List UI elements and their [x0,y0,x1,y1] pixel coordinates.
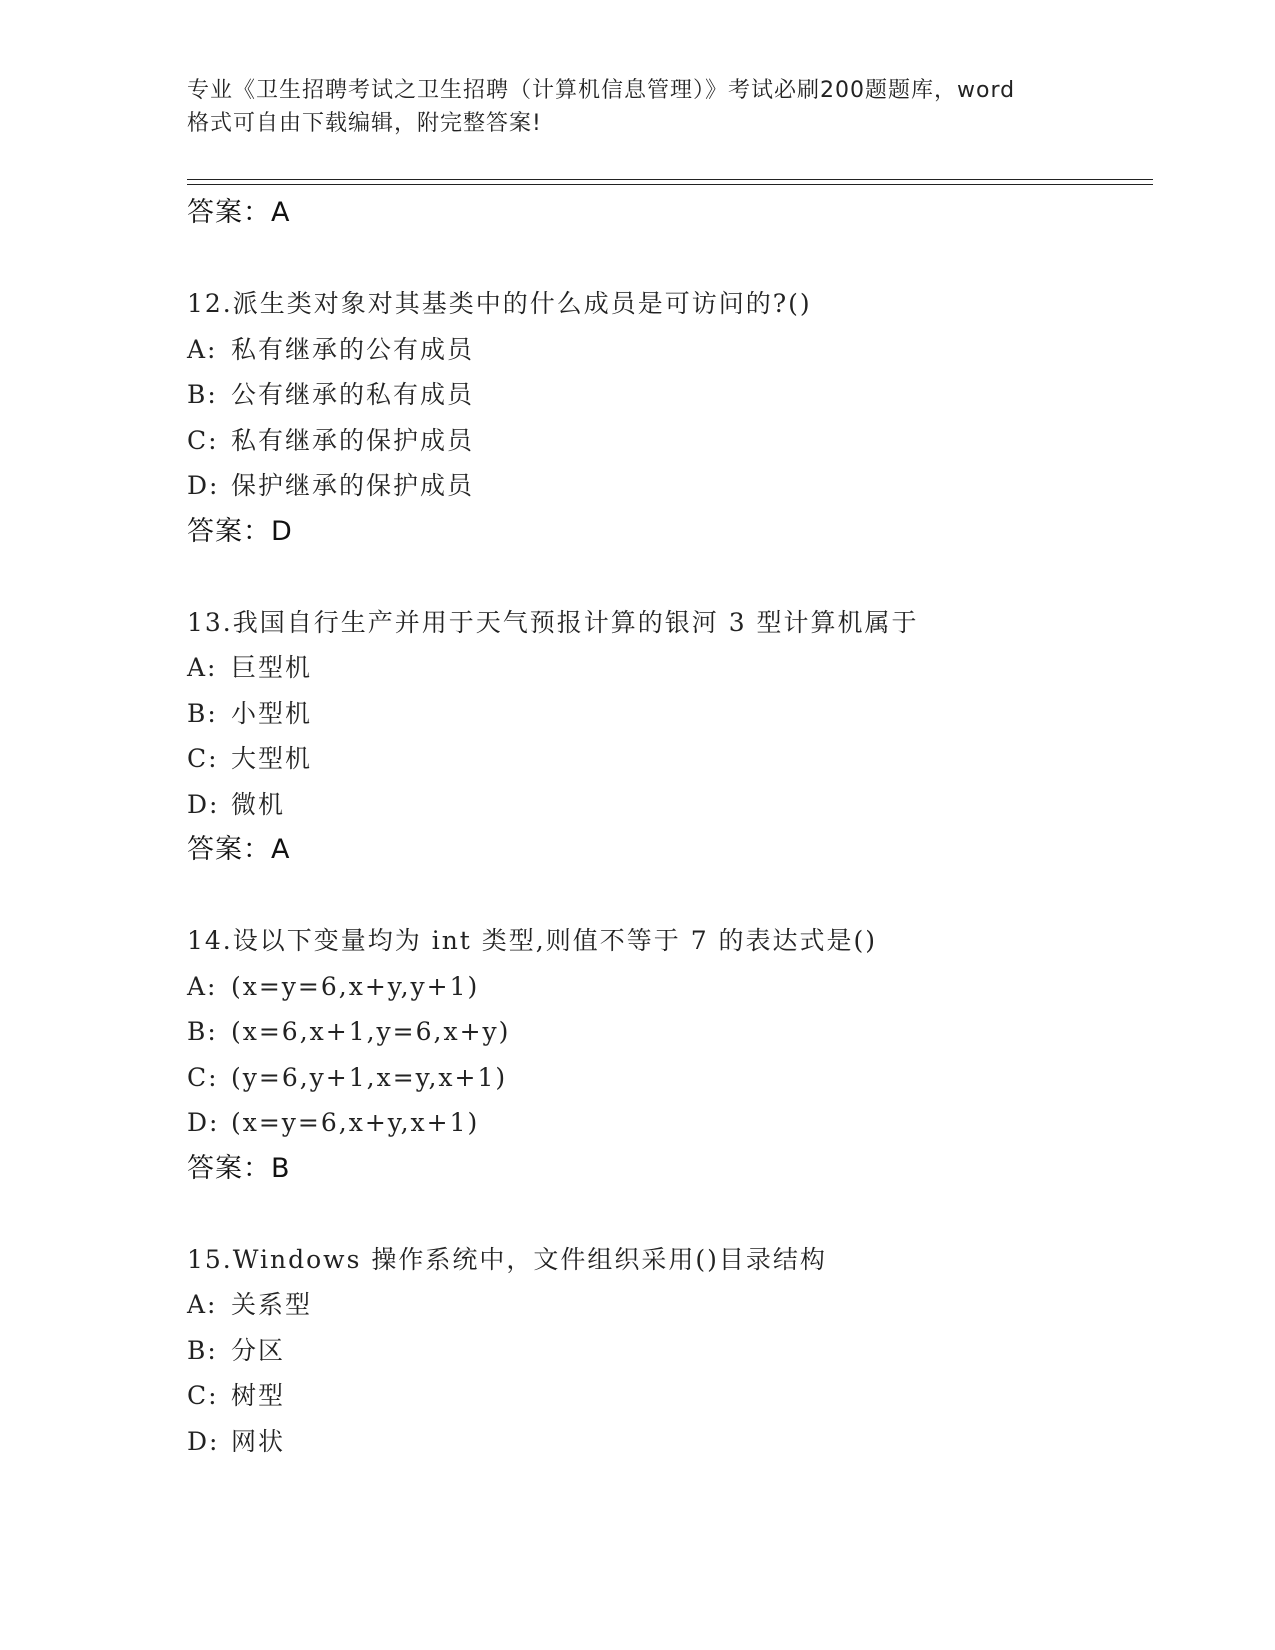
option-letter: A: [187,1290,218,1319]
option-text: 微机 [231,789,286,819]
option-text: 树型 [231,1381,286,1410]
question-block [187,1237,1147,1465]
answer-line: 答案：A [187,834,291,865]
question-text: 13.我国自行生产并用于天气预报计算的银河 3 型计算机属于 [187,607,919,637]
option-letter: D: [187,1426,220,1456]
option-letter: D: [187,471,220,500]
option-text: 私有继承的公有成员 [231,334,475,364]
option-text: 小型机 [231,698,313,728]
question-block [187,600,1147,874]
header-line-1: 专业《卫生招聘考试之卫生招聘（计算机信息管理）》考试必刷200题题库，word [187,78,1016,103]
option-c [187,418,1147,464]
option-letter: A: [187,971,218,1001]
option-text: 巨型机 [231,653,313,682]
option-letter: C: [187,425,219,455]
option-c [187,1055,1147,1101]
option-b [187,691,1147,737]
option-text: 公有继承的私有成员 [231,380,475,409]
option-b [187,1009,1147,1055]
header-divider-top [187,179,1153,180]
option-text: (x=6,x+1,y=6,x+y) [231,1017,511,1046]
option-text: 网状 [231,1426,286,1456]
option-b [187,1328,1147,1374]
option-a [187,327,1147,373]
option-text: (y=6,y+1,x=y,x+1) [231,1062,508,1092]
answer-line: 答案：B [187,1152,291,1184]
option-text: (x=y=6,x+y,y+1) [231,971,480,1001]
header-line-2: 格式可自由下载编辑，附完整答案! [187,111,542,136]
option-letter: A: [187,653,218,682]
option-letter: C: [187,1381,219,1410]
question-block [187,918,1147,1192]
question-list [187,190,1147,1464]
header-divider-bottom [187,184,1153,185]
option-d [187,1419,1147,1465]
answer-line: 答案：D [187,515,293,547]
question-text: 12.派生类对象对其基类中的什么成员是可访问的?() [187,289,812,318]
option-b [187,372,1147,418]
option-letter: B: [187,1335,218,1365]
option-text: 私有继承的保护成员 [231,425,475,455]
option-letter: C: [187,744,219,773]
option-c [187,736,1147,782]
option-letter: C: [187,1062,219,1092]
option-letter: D: [187,789,220,819]
document-header [187,74,1087,140]
question-block [187,281,1147,555]
option-letter: B: [187,380,218,409]
option-c [187,1373,1147,1419]
option-d [187,1100,1147,1146]
option-letter: A: [187,334,218,364]
option-letter: B: [187,698,218,728]
option-letter: D: [187,1108,220,1137]
option-a [187,964,1147,1010]
option-text: 保护继承的保护成员 [231,471,475,500]
option-d [187,782,1147,828]
option-text: (x=y=6,x+y,x+1) [231,1108,480,1137]
option-d [187,463,1147,509]
option-letter: B: [187,1017,218,1046]
option-text: 分区 [231,1335,286,1365]
option-text: 关系型 [231,1290,313,1319]
option-a [187,1282,1147,1328]
option-a [187,645,1147,691]
question-text: 14.设以下变量均为 int 类型,则值不等于 7 的表达式是() [187,926,878,955]
option-text: 大型机 [231,744,313,773]
answer-line: 答案：A [187,197,291,228]
question-text: 15.Windows 操作系统中，文件组织采用()目录结构 [187,1244,827,1274]
